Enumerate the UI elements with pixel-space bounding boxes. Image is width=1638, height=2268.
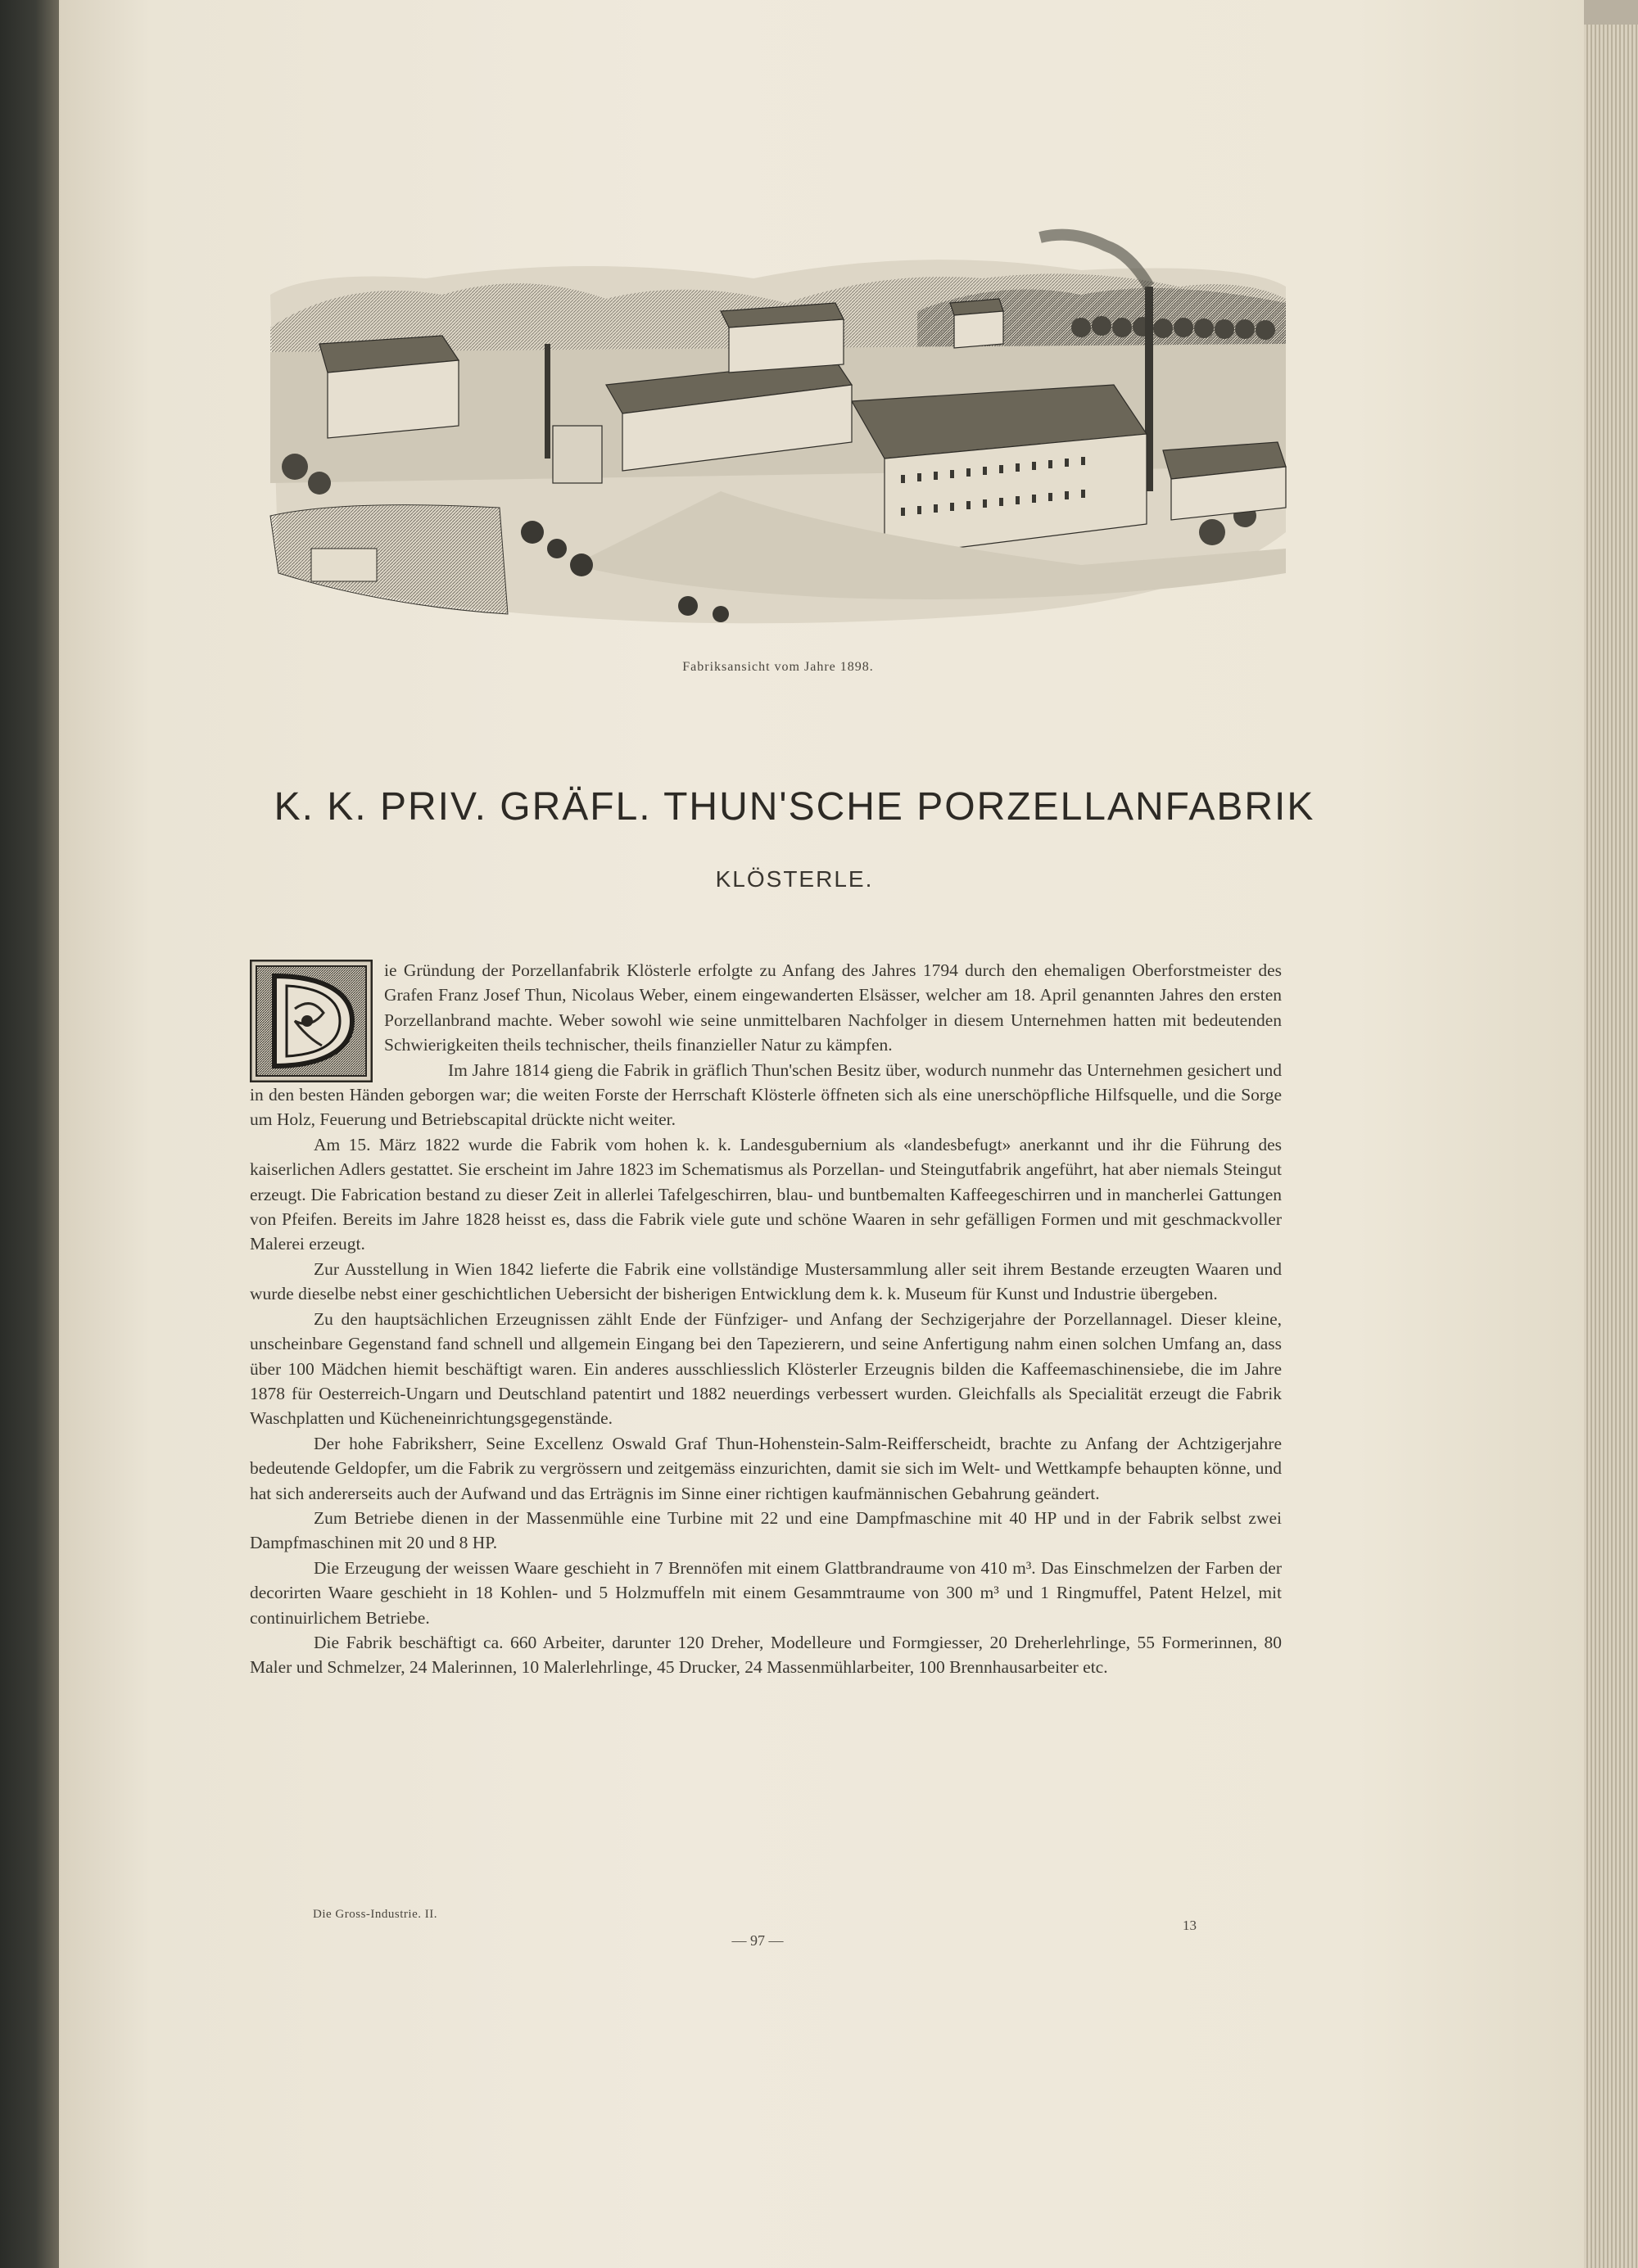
factory-engraving: [262, 221, 1294, 630]
paragraph: Im Jahre 1814 gieng die Fabrik in gräflich Thun'schen Besitz über, wodurch nunmehr das Unternehmen gesichert und in den besten Händen geborgen war; die weiten Forste der Herrschaft Klösterle öffneten sich als eine unerschöpfliche Hilfsquelle, und die Sorge um Holz, Feuerung und Betriebscapital drückte nicht weiter.: [250, 1059, 1282, 1130]
body-text: [250, 958, 1282, 1680]
page-subtitle: KLÖSTERLE.: [715, 866, 874, 892]
page-number: — 97 —: [731, 1932, 784, 1949]
paragraph: Am 15. März 1822 wurde die Fabrik vom hohen k. k. Landesgubernium als «landesbefugt» anerkannt und ihr die Führung des kaiserlichen Adlers gestattet. Sie erscheint im Jahre 1823 im Schematismus als Porzellan- und Steingutfabrik angeführt, hat aber niemals Steingut erzeugt. Die Fabrication bestand zu dieser Zeit in allerlei Tafelgeschirren, blau- und buntbemalten Kaffeegeschirren und in mancherlei Gattungen von Pfeifen. Bereits im Jahre 1828 heisst es, dass die Fabrik viele gute und schöne Waaren in sehr gefälligen Formen und mit geschmackvoller Malerei erzeugt.: [250, 1134, 1282, 1254]
signature-mark: 13: [1183, 1918, 1197, 1933]
paragraph: Die Fabrik beschäftigt ca. 660 Arbeiter, darunter 120 Dreher, Modelleure und Formgiesser, 20 Dreherlehrlinge, 55 Formerinnen, 80 Maler und Schmelzer, 24 Malerinnen, 10 Malerlehrlinge, 45 Drucker, 24 Massenmühlarbeiter, 100 Brennhausarbeiter etc.: [250, 1632, 1282, 1678]
page-edges: [1584, 25, 1638, 2268]
image-caption: Fabriksansicht vom Jahre 1898.: [682, 660, 874, 674]
paragraph: Zum Betriebe dienen in der Massenmühle eine Turbine mit 22 und eine Dampfmaschine mit 40 HP und in der Fabrik selbst zwei Dampfmaschinen mit 20 und 8 HP.: [250, 1507, 1282, 1553]
page-title: K. K. PRIV. GRÄFL. THUN'SCHE PORZELLANFABRIK: [274, 785, 1315, 829]
book-binding: [0, 0, 59, 2268]
paragraph: Zur Ausstellung in Wien 1842 lieferte die Fabrik eine vollständige Mustersammlung aller seit ihrem Bestande erzeugten Waaren und wurde dieselbe nebst einer geschichtlichen Uebersicht der bisherigen Entwicklung dem k. k. Museum für Kunst und Industrie übergeben.: [250, 1258, 1282, 1304]
source-note: Die Gross-Industrie. II.: [313, 1908, 437, 1921]
paragraph: Zu den hauptsächlichen Erzeugnissen zählt Ende der Fünfziger- und Anfang der Sechzigerjahre der Porzellannagel. Dieser kleine, unscheinbare Gegenstand fand schnell und allgemein Eingang bei den Tapezierern, und seine Anfertigung nahm einen solchen Umfang an, dass über 100 Mädchen hiemit beschäftigt waren. Ein anderes ausschliesslich Klösterler Erzeugnis bilden die Kaffeemaschinensiebe, die im Jahre 1878 für Oesterreich-Ungarn und Deutschland patentirt und 1882 neuerdings verbessert wurden. Gleichfalls als Specialität erzeugt die Fabrik Waschplatten und Kücheneinrichtungsgegenstände.: [250, 1308, 1282, 1429]
paragraph: [250, 958, 1282, 1058]
paragraph: Die Erzeugung der weissen Waare geschieht in 7 Brennöfen mit einem Glattbrandraume von 410 m³. Das Einschmelzen der Farben der decorirten Waare geschieht in 18 Kohlen- und 5 Holzmuffeln mit einem Gesammtraume von 300 m³ und 1 Ringmuffel, Patent Helzel, mit continuirlichem Betriebe.: [250, 1557, 1282, 1628]
paragraph-text: ie Gründung der Porzellanfabrik Klösterle erfolgte zu Anfang des Jahres 1794 durch den ehemaligen Oberforstmeister des Grafen Franz Josef Thun, Nicolaus Weber, einem eingewanderten Elsässer, welcher am 18. April genannten Jahres den ersten Porzellanbrand machte. Weber sowohl wie seine unmittelbaren Nachfolger in diesem Unternehmen hatten mit bedeutenden Schwierigkeiten theils technischer, theils finanzieller Natur zu kämpfen.: [384, 960, 1282, 1055]
ornamental-initial-d: [250, 960, 373, 1082]
paragraph: Der hohe Fabriksherr, Seine Excellenz Oswald Graf Thun-Hohenstein-Salm-Reifferscheidt, brachte zu Anfang der Achtzigerjahre bedeutende Geldopfer, um die Fabrik zu vergrössern und zeitgemäss einzurichten, damit sie sich im Welt- und Wettkampfe behaupten könne, und hat sich andererseits auch der Aufwand und das Erträgnis im Sinne einer richtigen kaufmännischen Gebahrung geändert.: [250, 1433, 1282, 1503]
